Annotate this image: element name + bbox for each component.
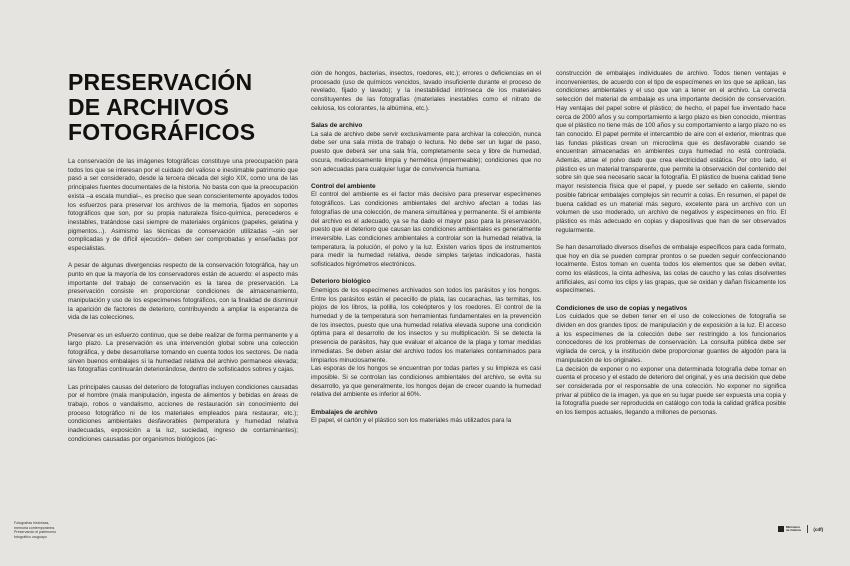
footer-line: Fotografías históricas,	[14, 521, 50, 525]
title-line-1: PRESERVACIÓN	[68, 69, 253, 95]
footer-credit	[14, 521, 104, 539]
paragraph: Se han desarrollado diversos diseños de embalaje específicos para cada formato, que hoy en día se pueden comprar prontos o se pueden seguir confeccionando localmente. Estos toman en cuenta todos los elementos que se deben evitar, como los elásticos, la cinta adhesiva, las colas de caucho y las colas disolventes artificiales, así como los clips y las grapas, que se oxidan y dañan físicamente los especímenes.	[556, 243, 786, 295]
paragraph: Las esporas de los hongos se encuentran por todas partes y su limpieza es casi imposible. Si se controlan las condiciones ambientales del archivo, se evita su desarrollo, ya que generalmente, los hongos dejan de crecer cuando la humedad relativa del ambiente es inferior al 60%.	[311, 365, 541, 399]
paragraph: ción de hongos, bacterias, insectos, roedores, etc.); errores o deficiencias en el procesado (uso de químicos vencidos, lavado insuficiente durante el proceso de revelado, fijado y lavado); y la inestabilidad intrínseca de los materiales constituyentes de las fotografías (materiales inestables como el nitrato de celulosa, los colorantes, la albúmina, etc.).	[311, 70, 541, 112]
logo-divider	[807, 525, 808, 533]
paragraph: La decisión de exponer o no exponer una determinada fotografía debe tomar en cuenta el proceso y el estado de deterioro del original, y es una decisión que debe ser considerada por el responsable de una colección. No exponer no significa privar al público de la imagen, ya que en su lugar puede ser expuesta una copia y la fotografía puede ser reproducida en catálogo con toda la calidad gráfica posible en los tiempos actuales, llegando a millones de personas.	[556, 365, 786, 417]
title-line-3: FOTOGRÁFICOS	[68, 119, 256, 145]
section-heading-salas: Salas de archivo	[311, 122, 363, 130]
ministry-logo-text: Ministerio de Cultura	[786, 524, 801, 532]
paragraph: Las principales causas del deterioro de fotografías incluyen condiciones causadas por el hombre (mala manipulación, ingesta de alimentos y bebidas en áreas de trabajo, robos o vandalismo, acciones de restauración sin conocimiento del proceso fotográfico ni de los materiales empleados para restaurar, etc.); condiciones ambientales desfavorables (temperatura y humedad relativa inadecuadas, exposición a la luz, suciedad, ingreso de contaminantes); condiciones causadas por organismos biológicos (ac-	[68, 383, 298, 443]
column-3	[556, 70, 786, 426]
column-1	[68, 158, 298, 453]
paragraph: El papel, el cartón y el plástico son los materiales más utilizados para la	[311, 417, 512, 425]
paragraph: La conservación de las imágenes fotográficas constituye una preocupación para todos los que se interesan por el cuidado del valioso e inestimable patrimonio que pasó a ser considerado, desde la tercera década del siglo XIX, como una de las principales fuentes documentales de la historia. No basta con que la preocupación exista –a escala mundial–, es preciso que sean conscientemente apoyados todos los esfuerzos para preservar los archivos de la memoria, fijados en soportes fotográficos que son, por su propia naturaleza físico-química, perecederos e inestables, tratándose casi siempre de materiales orgánicos (papeles, gelatina y pigmentos...). Asimismo las técnicas de conservación utilizadas –sin ser complicadas y de difícil ejecución– deben ser comprobadas y enseñadas por especialistas.	[68, 158, 298, 253]
section-heading-embalajes: Embalajes de archivo	[311, 408, 378, 416]
ministry-logo	[778, 526, 801, 533]
cdf-logo: (cdf)	[813, 526, 824, 532]
footer-line: memoria contemporánea.	[14, 525, 55, 530]
footer-logos	[778, 525, 823, 533]
paragraph: Preservar es un esfuerzo continuo, que se debe realizar de forma permanente y a largo plazo. La preservación es una intervención global sobre una colección fotográfica, y debe desarrollarse tomando en cuenta todos los sectores. De nada sirven buenos embalajes si la humedad relativa del archivo permanece elevada; las fotografías continuarán deteriorándose, dentro de sofisticados sobres y cajas.	[68, 331, 298, 374]
footer-line: fotográfico uruguayo	[14, 534, 47, 539]
footer-line: Preservando el patrimonio	[14, 530, 56, 535]
paragraph: Los cuidados que se deben tener en el uso de colecciones de fotografía se dividen en dos grandes tipos: de manipulación y de exposición a la luz. El acceso a los especímenes de la colección debe ser restringido a los funcionarios conocedores de los problemas de conservación. La consulta pública debe ser vigilada de cerca, y la institución debe proporcionar guantes de algodón para la manipulación de los originales.	[556, 313, 786, 364]
paragraph: La sala de archivo debe servir exclusivamente para archivar la colección, nunca debe ser una sala mixta de trabajo o lectura. No debe ser un lugar de paso, puesto que deberá ser una sala fría, completamente seca y libre de humedad, oscura, meticulosamente limpia y hermética (impermeable); condiciones que no son adecuadas para cualquier lugar de convivencia humana.	[311, 130, 541, 173]
title-line-2: DE ARCHIVOS	[68, 94, 230, 120]
paragraph: A pesar de algunas divergencias respecto de la conservación fotográfica, hay un punto en que la mayoría de los conservadores están de acuerdo: el aspecto más importante del trabajo de conservación es la tarea de preservación. La preservación consiste en proporcionar condiciones de almacenamiento, manipulación y uso de los especímenes fotográficos, con la finalidad de disminuir la aparición de factores de deterioro, contribuyendo a ampliar la esperanza de vida de las colecciones.	[68, 262, 298, 322]
section-heading-deterioro: Deterioro biológico	[311, 278, 371, 286]
section-heading-condiciones: Condiciones de uso de copias y negativos	[556, 304, 688, 312]
paragraph: construcción de embalajes individuales de archivo. Todos tienen ventajas e inconvenientes, de acuerdo con el tipo de especímenes en los que se aplican, las condiciones ambientales y el uso que van a tener en el archivo. La correcta selección del material de embalaje es una importante decisión de conservación. Hay ventajas del papel sobre el plástico; de hecho, el papel fue inventado hace cerca de 2000 años y su comportamiento a largo plazo es bien conocido, mientras que el plástico no tiene más de 100 años y su comportamiento a largo plazo no es tan conocido. El papel permite el intercambio de aire con el exterior, mientras que las fundas plásticas crean un microclima que es desfavorable cuando se encuentran almacenadas en ambientes cuya humedad no está controlada. Además, atrae el polvo dado que crea electricidad estática. Por otro lado, el plástico es un material transparente, que permite la observación del contenido del sobre sin que sea necesario sacar la fotografía. El plástico de buena calidad tiene mayor resistencia física que el papel, y puede ser sellado en caliente, siendo posible fabricar embalajes complejos sin recurrir a colas. En resumen, el papel de buena calidad es un material más seguro, excelente para un archivo con un volumen de uso moderado, un archivo de negativos y especímenes en frío. El plástico es más adecuado en copias y diapositivas que han de ser observados regularmente.	[556, 70, 786, 234]
section-heading-control: Control del ambiente	[311, 182, 376, 190]
page-title	[68, 70, 308, 145]
paragraph: Enemigos de los especímenes archivados son todos los parásitos y los hongos. Entre los parásitos están el pececillo de plata, las cucarachas, las termitas, los piojos de los libros, la polilla, los coleópteros y los roedores. El control de la humedad y de la temperatura son herramientas fundamentales en la prevención de los insectos, puesto que una humedad relativa elevada supone una condición óptima para el desarrollo de los insectos y su multiplicación. Si se detecta la presencia de parásitos, hay que evaluar el alcance de la plaga y tomar medidas inmediatas. Se deben aislar del archivo todos los materiales contaminados para limpiarlos minuciosamente.	[311, 286, 541, 364]
paragraph: El control del ambiente es el factor más decisivo para preservar especímenes fotográficos. Las condiciones ambientales del archivo afectan a todas las fotografías de una colección, de manera simultánea y permanente. Si el ambiente del archivo es el adecuado, ya se ha dado el mayor paso para la preservación, puesto que el deterioro que causan las condiciones ambientales es generalmente irreversible. Las condiciones ambientales a controlar son la humedad relativa, la temperatura, la polución, el polvo y la luz. Existen varios tipos de instrumentos para medir la humedad relativa, desde simples tarjetas indicadoras, hasta sofisticados higrómetros electrónicos.	[311, 191, 541, 269]
ministry-mark-icon	[778, 526, 784, 532]
column-2	[311, 70, 541, 435]
